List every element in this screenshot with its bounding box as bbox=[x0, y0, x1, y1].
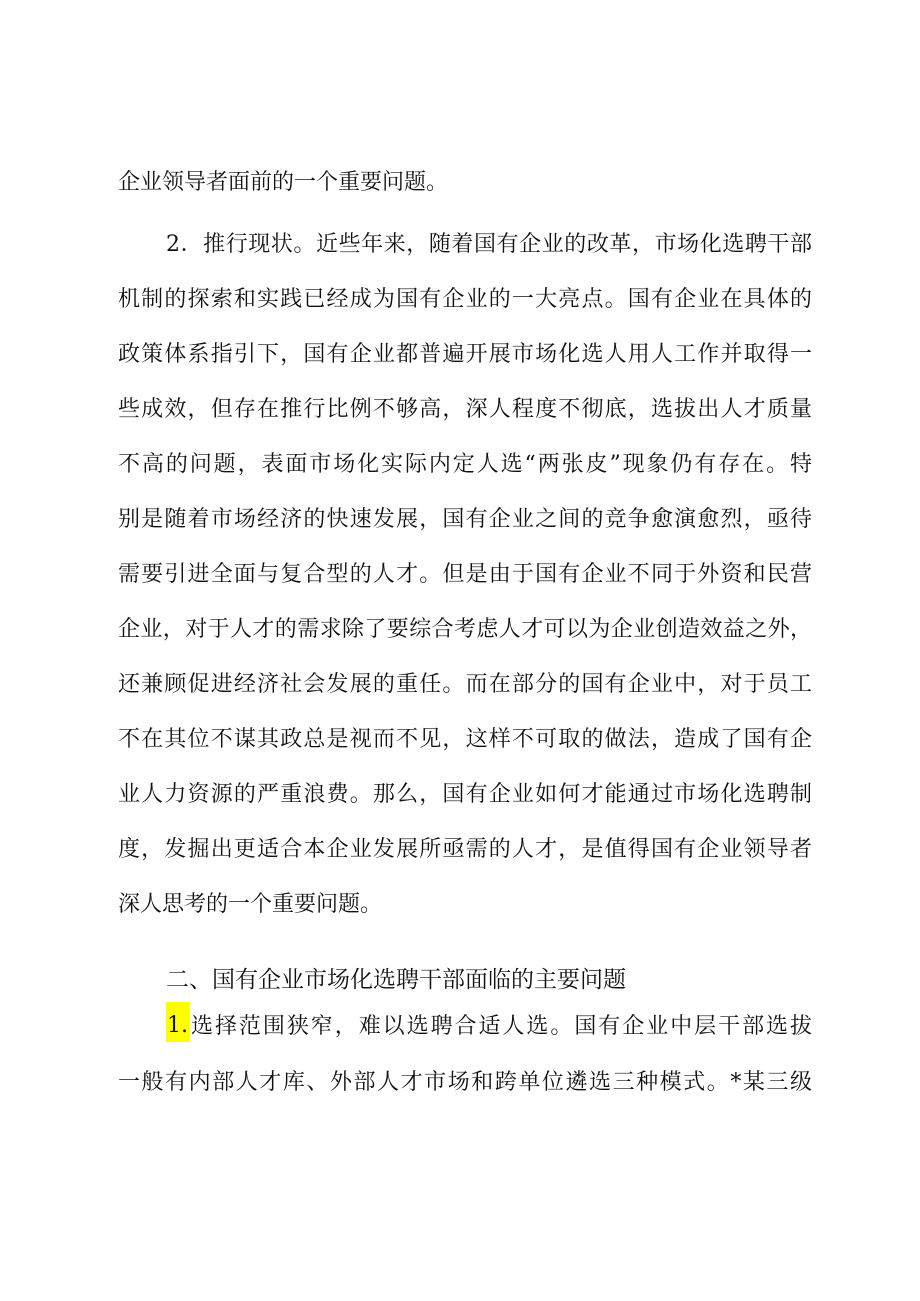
paragraph-line: 企业，对于人才的需求除了要综合考虑人才可以为企业创造效益之外， bbox=[118, 617, 812, 642]
paragraph-line: 一般有内部人才库、外部人才市场和跨单位遴选三种模式。*某三级 bbox=[118, 1070, 812, 1095]
paragraph-line: 需要引进全面与复合型的人才。但是由于国有企业不同于外资和民营 bbox=[118, 562, 812, 587]
section-heading: 二、国有企业市场化选聘干部面临的主要问题 bbox=[166, 967, 626, 993]
highlighted-item-number: 1. bbox=[166, 1002, 189, 1042]
paragraph-line: 不在其位不谋其政总是视而不见，这样不可取的做法，造成了国有企 bbox=[118, 727, 812, 752]
paragraph-line: 业人力资源的严重浪费。那么，国有企业如何才能通过市场化选聘制 bbox=[118, 782, 812, 807]
paragraph-line: 企业领导者面前的一个重要问题。 bbox=[118, 170, 449, 195]
paragraph-line: 还兼顾促进经济社会发展的重任。而在部分的国有企业中，对于员工 bbox=[118, 672, 812, 697]
list-item-1-text: 选择范围狭窄，难以选聘合适人选。国有企业中层干部选拔 bbox=[191, 1014, 812, 1039]
paragraph-line: 政策体系指引下，国有企业都普遍开展市场化选人用人工作并取得一 bbox=[118, 342, 812, 367]
paragraph-line: 2．推行现状。近些年来，随着国有企业的改革，市场化选聘干部 bbox=[166, 232, 812, 257]
paragraph-line: 深人思考的一个重要问题。 bbox=[118, 892, 383, 917]
list-item-1 bbox=[166, 1012, 812, 1042]
paragraph-line: 不高的问题，表面市场化实际内定人选“两张皮”现象仍有存在。特 bbox=[118, 452, 812, 477]
paragraph-line: 度，发掘出更适合本企业发展所亟需的人才，是值得国有企业领导者 bbox=[118, 837, 812, 862]
paragraph-line: 些成效，但存在推行比例不够高，深人程度不彻底，选拔出人才质量 bbox=[118, 397, 812, 422]
paragraph-line: 别是随着市场经济的快速发展，国有企业之间的竞争愈演愈烈，亟待 bbox=[118, 507, 812, 532]
paragraph-line: 机制的探索和实践已经成为国有企业的一大亮点。国有企业在具体的 bbox=[118, 287, 812, 312]
